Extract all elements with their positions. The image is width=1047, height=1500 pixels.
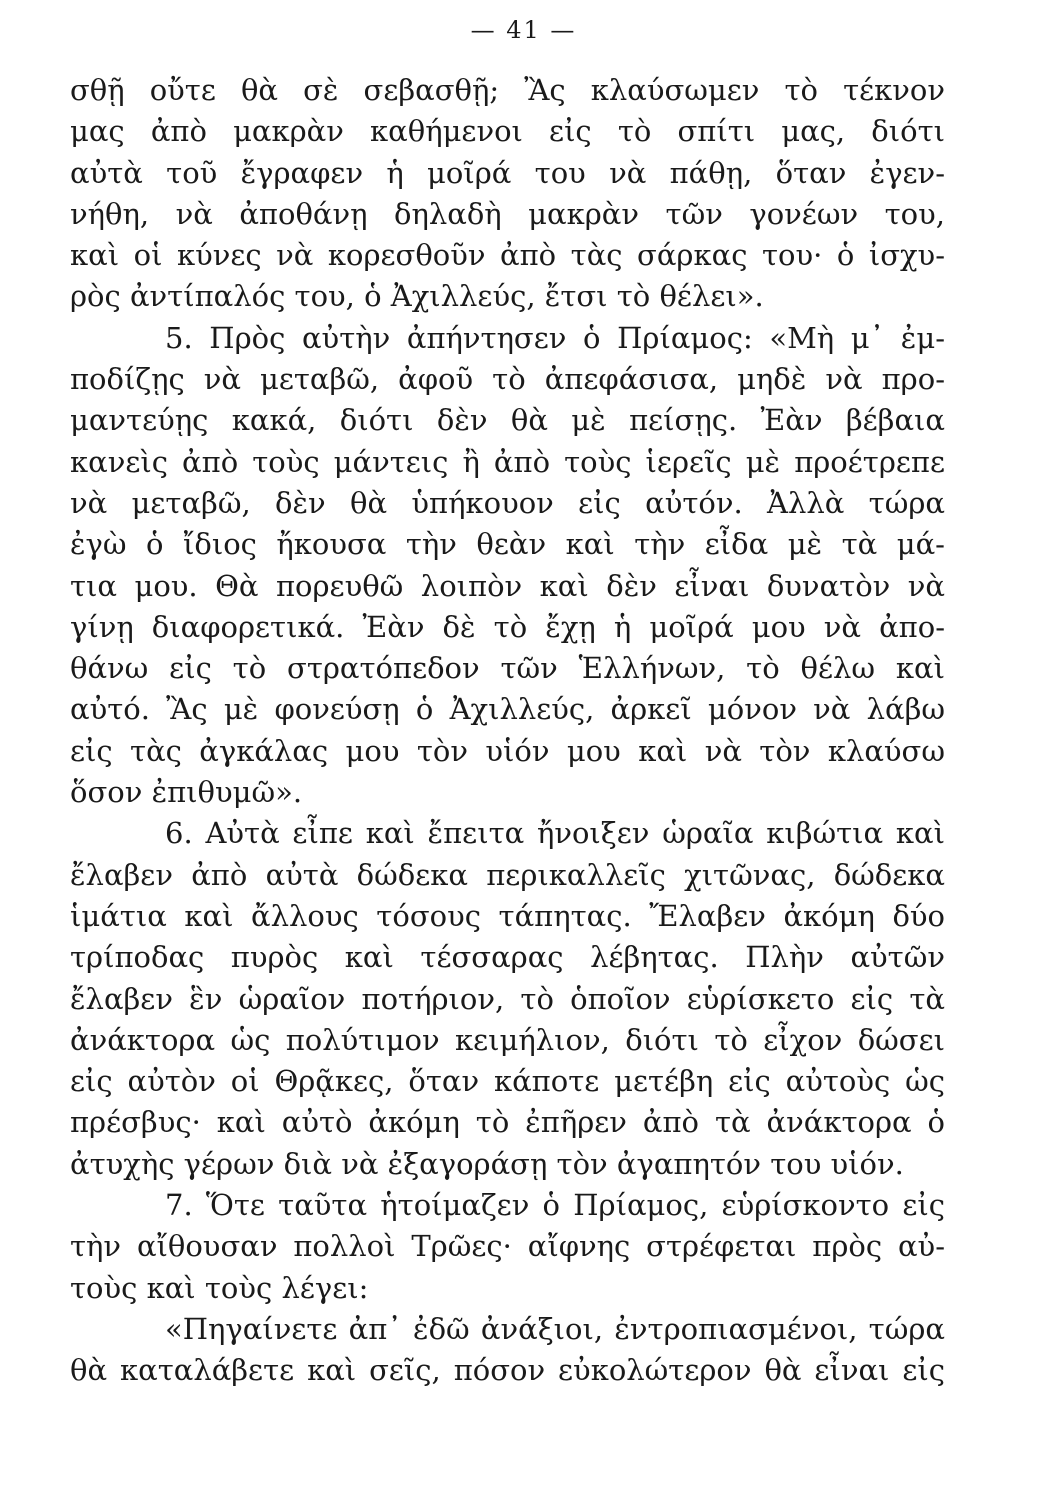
text-line: ἔλαβεν ἓν ὡραῖον ποτήριον, τὸ ὁποῖον εὑρίσκετο εἰς τὰ <box>70 981 945 1016</box>
text-line: κανεὶς ἀπὸ τοὺς μάντεις ἢ ἀπὸ τοὺς ἱερεῖς μὲ προέτρεπε <box>70 444 945 479</box>
text-line: ἐγὼ ὁ ἴδιος ἤκουσα τὴν θεὰν καὶ τὴν εἶδα μὲ τὰ μά- <box>70 527 945 562</box>
text-line: θὰ καταλάβετε καὶ σεῖς, πόσον εὐκολώτερον θὰ εἶναι εἰς <box>70 1353 945 1388</box>
text-line: ἀνάκτορα ὡς πολύτιμον κειμήλιον, διότι τὸ εἶχον δώσει <box>70 1022 945 1057</box>
text-line: 7. Ὅτε ταῦτα ἡτοίμαζεν ὁ Πρίαμος, εὑρίσκοντο εἰς <box>165 1188 945 1223</box>
text-line: τὴν αἴθουσαν πολλοὶ Τρῶες· αἴφνης στρέφεται πρὸς αὐ- <box>70 1229 945 1264</box>
text-line: ὅσον ἐπιθυμῶ». <box>70 775 303 810</box>
text-line: ἀτυχὴς γέρων διὰ νὰ ἐξαγοράσῃ τὸν ἀγαπητόν του υἱόν. <box>70 1146 904 1181</box>
text-line: τια μου. Θὰ πορευθῶ λοιπὸν καὶ δὲν εἶναι δυνατὸν νὰ <box>70 568 945 603</box>
text-line: καὶ οἱ κύνες νὰ κορεσθοῦν ἀπὸ τὰς σάρκας του· ὁ ἰσχυ- <box>70 238 945 273</box>
text-line: μας ἀπὸ μακρὰν καθήμενοι εἰς τὸ σπίτι μας, διότι <box>70 114 945 149</box>
text-line: ποδίζῃς νὰ μεταβῶ, ἀφοῦ τὸ ἀπεφάσισα, μηδὲ νὰ προ- <box>70 362 945 397</box>
page-number: — 41 — <box>470 16 577 44</box>
text-line: εἰς τὰς ἀγκάλας μου τὸν υἱόν μου καὶ νὰ τὸν κλαύσω <box>70 733 945 768</box>
text-line: νὰ μεταβῶ, δὲν θὰ ὑπήκουον εἰς αὐτόν. Ἀλλὰ τώρα <box>70 485 945 520</box>
text-line: ρὸς ἀντίπαλός του, ὁ Ἀχιλλεύς, ἔτσι τὸ θέλει». <box>70 279 764 314</box>
text-line: πρέσβυς· καὶ αὐτὸ ἀκόμη τὸ ἐπῆρεν ἀπὸ τὰ ἀνάκτορα ὁ <box>70 1105 945 1140</box>
body-text <box>70 70 945 1392</box>
text-line: αὐτὰ τοῦ ἔγραφεν ἡ μοῖρά του νὰ πάθῃ, ὅταν ἐγεν- <box>70 155 945 190</box>
text-line: «Πηγαίνετε ἀπ᾽ ἐδῶ ἀνάξιοι, ἐντροπιασμένοι, τώρα <box>165 1311 945 1346</box>
text-line: αὐτό. Ἂς μὲ φονεύσῃ ὁ Ἀχιλλεύς, ἀρκεῖ μόνον νὰ λάβω <box>70 692 945 727</box>
text-line: ἱμάτια καὶ ἄλλους τόσους τάπητας. Ἔλαβεν ἀκόμη δύο <box>70 898 945 933</box>
text-line: 6. Αὐτὰ εἶπε καὶ ἔπειτα ἤνοιξεν ὡραῖα κιβώτια καὶ <box>165 816 945 851</box>
text-line: νήθη, νὰ ἀποθάνῃ δηλαδὴ μακρὰν τῶν γονέων του, <box>70 196 945 231</box>
text-line: σθῇ οὔτε θὰ σὲ σεβασθῇ; Ἂς κλαύσωμεν τὸ τέκνον <box>70 73 945 107</box>
text-line: εἰς αὐτὸν οἱ Θρᾷκες, ὅταν κάποτε μετέβη εἰς αὐτοὺς ὡς <box>70 1064 945 1099</box>
text-line: ἔλαβεν ἀπὸ αὐτὰ δώδεκα περικαλλεῖς χιτῶνας, δώδεκα <box>70 857 945 892</box>
text-line: γίνῃ διαφορετικά. Ἐὰν δὲ τὸ ἔχῃ ἡ μοῖρά μου νὰ ἀπο- <box>70 609 945 644</box>
text-line: τρίποδας πυρὸς καὶ τέσσαρας λέβητας. Πλὴν αὐτῶν <box>70 940 945 975</box>
text-line: μαντεύῃς κακά, διότι δὲν θὰ μὲ πείσῃς. Ἐὰν βέβαια <box>70 403 945 438</box>
text-line: τοὺς καὶ τοὺς λέγει: <box>70 1270 369 1305</box>
text-line: θάνω εἰς τὸ στρατόπεδον τῶν Ἑλλήνων, τὸ θέλω καὶ <box>70 651 945 686</box>
text-line: 5. Πρὸς αὐτὴν ἀπήντησεν ὁ Πρίαμος: «Μὴ μ᾽ ἐμ- <box>165 320 945 355</box>
